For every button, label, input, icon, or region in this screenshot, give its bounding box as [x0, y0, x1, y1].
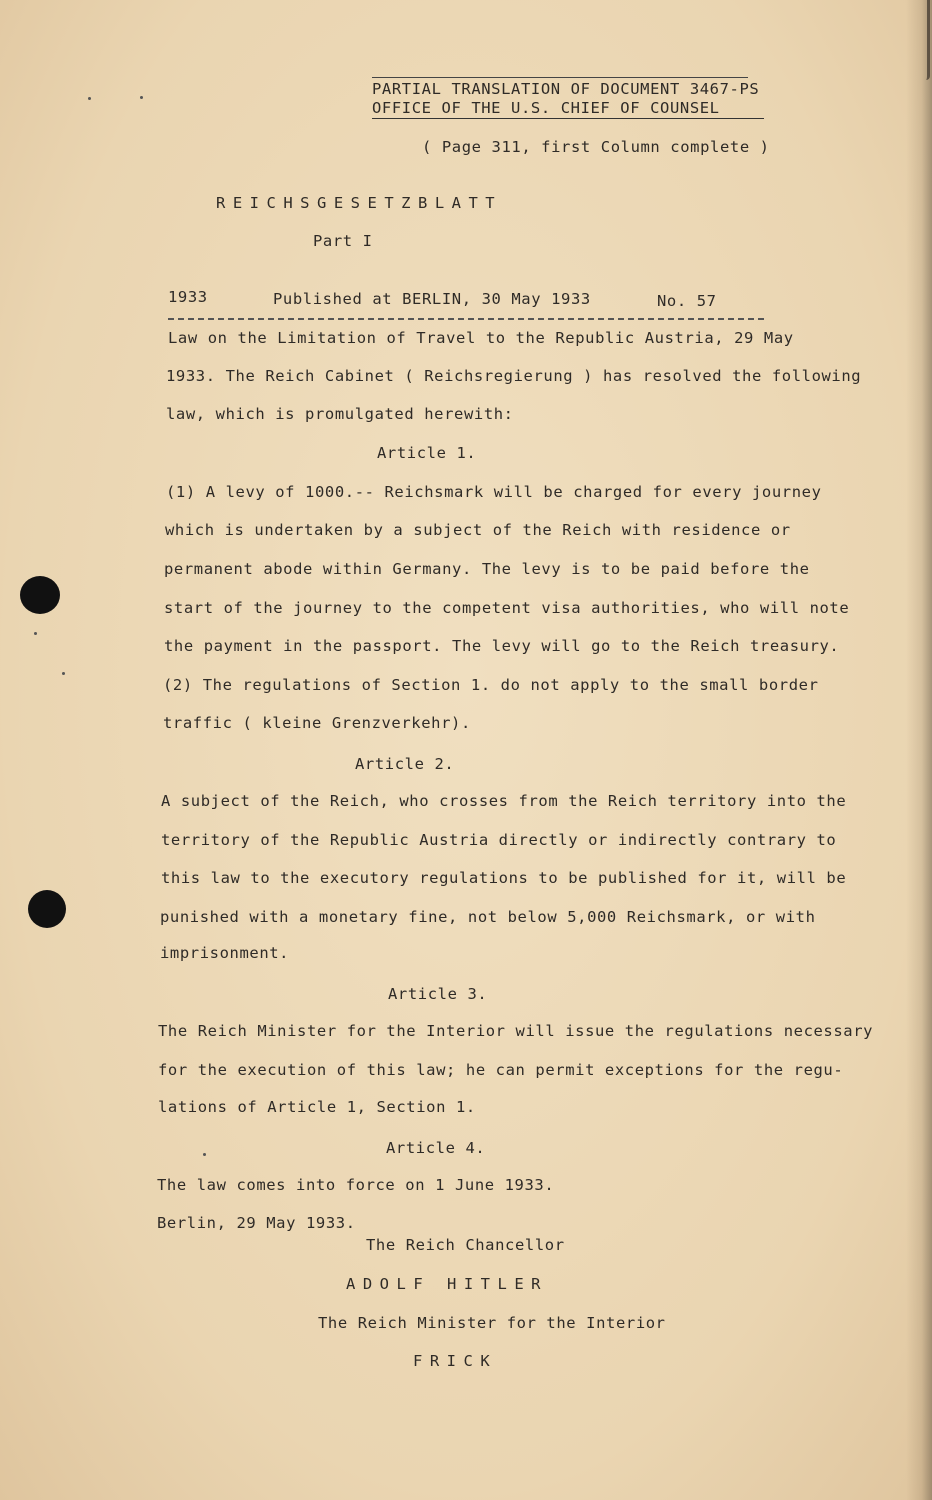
paper-speck — [203, 1153, 206, 1156]
header-line-2: OFFICE OF THE U.S. CHIEF OF COUNSEL — [372, 101, 764, 119]
article-1-line: traffic ( kleine Grenzverkehr). — [163, 714, 471, 732]
article-1-line: which is undertaken by a subject of the Reich with residence or — [165, 521, 791, 539]
signatory-name-2: FRICK — [413, 1352, 498, 1370]
article-4-heading: Article 4. — [386, 1139, 486, 1157]
dashed-divider — [168, 318, 764, 320]
gazette-number: No. 57 — [657, 292, 717, 310]
article-3-line: The Reich Minister for the Interior will issue the regulations necessary — [158, 1022, 874, 1040]
article-2-line: punished with a monetary fine, not below 5,000 Reichsmark, or with — [160, 908, 816, 926]
article-1-line: start of the journey to the competent visa authorities, who will note — [164, 599, 850, 617]
signatory-name-1: ADOLF HITLER — [346, 1275, 548, 1293]
article-3-line: for the execution of this law; he can permit exceptions for the regu- — [158, 1061, 844, 1079]
header-line-1: PARTIAL TRANSLATION OF DOCUMENT 3467-PS — [372, 80, 760, 98]
paper-speck — [34, 632, 37, 635]
article-2-line: A subject of the Reich, who crosses from the Reich territory into the — [161, 792, 847, 810]
page-reference: ( Page 311, first Column complete ) — [422, 138, 770, 156]
punch-hole-top — [20, 576, 60, 614]
preamble-line: Law on the Limitation of Travel to the Republic Austria, 29 May — [168, 329, 794, 347]
gazette-title: REICHSGESETZBLATT — [216, 194, 503, 212]
article-3-line: lations of Article 1, Section 1. — [158, 1098, 476, 1116]
preamble-line: 1933. The Reich Cabinet ( Reichsregierung ) has resolved the following — [166, 367, 862, 385]
signatory-title-2: The Reich Minister for the Interior — [318, 1314, 666, 1332]
page-corner-fold — [911, 0, 930, 80]
article-1-line: permanent abode within Germany. The levy is to be paid before the — [164, 560, 810, 578]
article-1-line: (2) The regulations of Section 1. do not apply to the small border — [163, 676, 819, 694]
paper-speck — [140, 96, 143, 99]
article-4-line: The law comes into force on 1 June 1933. — [157, 1176, 555, 1194]
article-2-line: this law to the executory regulations to be published for it, will be — [161, 869, 847, 887]
article-3-heading: Article 3. — [388, 985, 488, 1003]
article-2-heading: Article 2. — [355, 755, 455, 773]
gazette-year: 1933 — [168, 288, 208, 306]
header-top-rule — [372, 77, 748, 78]
punch-hole-bottom — [28, 890, 66, 928]
paper-speck — [62, 672, 65, 675]
article-2-line: imprisonment. — [160, 944, 290, 962]
article-1-line: (1) A levy of 1000.-- Reichsmark will be charged for every journey — [166, 483, 822, 501]
paper-speck — [88, 97, 91, 100]
place-date: Berlin, 29 May 1933. — [157, 1214, 356, 1232]
article-1-heading: Article 1. — [377, 444, 477, 462]
article-1-line: the payment in the passport. The levy will go to the Reich treasury. — [164, 637, 840, 655]
gazette-part: Part I — [313, 232, 373, 250]
article-2-line: territory of the Republic Austria directly or indirectly contrary to — [161, 831, 837, 849]
signatory-title-1: The Reich Chancellor — [366, 1236, 565, 1254]
gazette-published: Published at BERLIN, 30 May 1933 — [273, 290, 591, 308]
preamble-line: law, which is promulgated herewith: — [166, 405, 514, 423]
page-edge-shadow — [906, 0, 932, 1500]
